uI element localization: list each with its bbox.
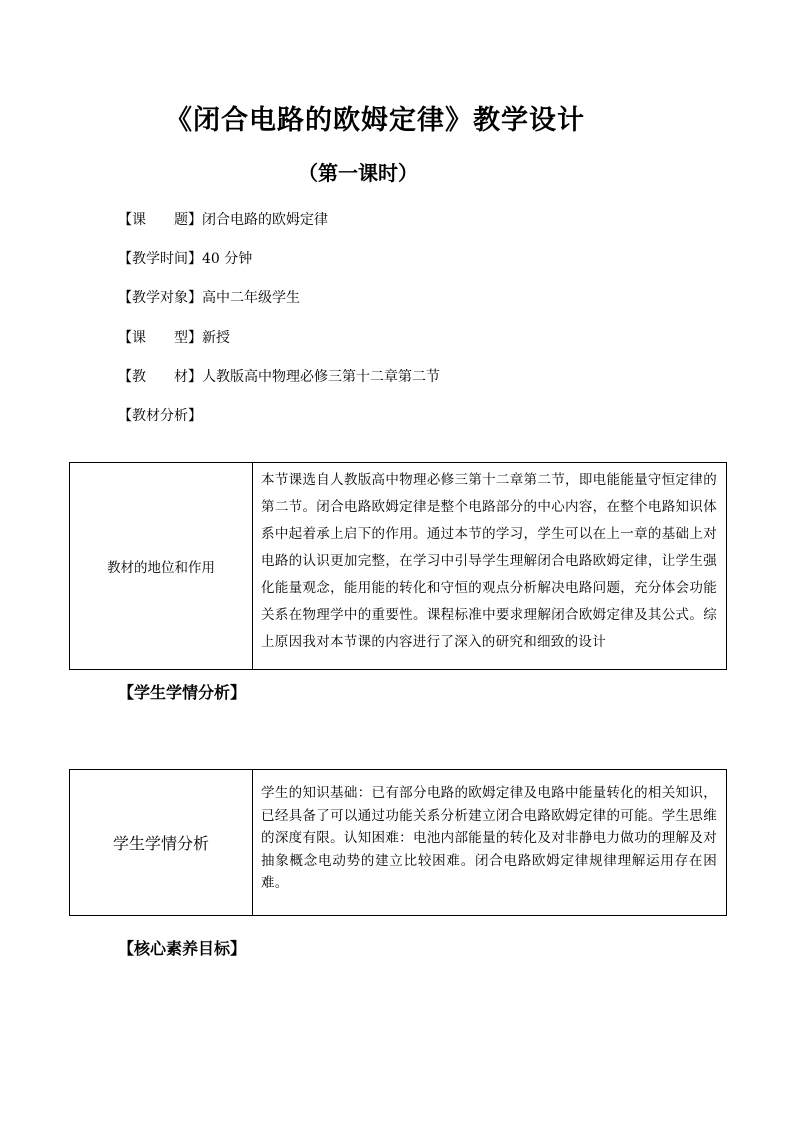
student-table-label: 学生学情分析 (70, 770, 253, 915)
meta-audience-label: 【教学对象】 (118, 290, 202, 306)
document-title: 《闭合电路的欧姆定律》教学设计 (165, 105, 585, 136)
meta-topic (118, 209, 328, 229)
textbook-table-content: 本节课选自人教版高中物理必修三第十二章第二节，即电能能量守恒定律的第二节。闭合电路欧姆定律是整个电路部分的中心内容，在整个电路知识体系中起着承上启下的作用。通过本节的学习，学生可以在上一章的基础上对电路的认识更加完整，在学习中引导学生理解闭合电路欧姆定律，让学生强化能量观念，能用能的转化和守恒的观点分析解决电路问题，充分体会功能关系在物理学中的重要性。课程标准中要求理解闭合欧姆定律及其公式。综上原因我对本节课的内容进行了深入的研究和细致的设计 (261, 472, 717, 650)
meta-time-label: 【教学时间】 (118, 251, 202, 267)
meta-audience-value: 高中二年级学生 (202, 290, 300, 306)
meta-audience (118, 287, 300, 307)
student-analysis-table (69, 769, 727, 916)
textbook-analysis-table (69, 462, 727, 670)
student-table-content: 学生的知识基础：已有部分电路的欧姆定律及电路中能量转化的相关知识，已经具备了可以通过功能关系分析建立闭合电路欧姆定律的可能。学生思维的深度有限。认知困难：电池内部能量的转化及对非静电力做功的理解及对抽象概念电动势的建立比较困难。闭合电路欧姆定律规律理解运用存在困难。 (261, 785, 717, 891)
meta-time-value: 40 分钟 (202, 251, 253, 267)
meta-topic-label: 【课 题】 (118, 212, 202, 228)
meta-textbook-label: 【教 材】 (118, 369, 202, 385)
meta-topic-value: 闭合电路的欧姆定律 (202, 212, 328, 228)
meta-analysis-label: 【教材分析】 (118, 408, 202, 424)
document-subtitle: （第一课时） (298, 161, 418, 185)
textbook-table-label: 教材的地位和作用 (70, 463, 253, 669)
meta-textbook-value: 人教版高中物理必修三第十二章第二节 (202, 369, 440, 385)
student-analysis-heading: 【学生学情分析】 (118, 683, 247, 702)
meta-time (118, 248, 252, 268)
meta-type (118, 327, 230, 347)
meta-type-value: 新授 (202, 330, 230, 346)
meta-analysis-heading (118, 405, 202, 425)
meta-type-label: 【课 型】 (118, 330, 202, 346)
core-goals-heading: 【核心素养目标】 (118, 939, 247, 958)
meta-textbook (118, 366, 440, 386)
